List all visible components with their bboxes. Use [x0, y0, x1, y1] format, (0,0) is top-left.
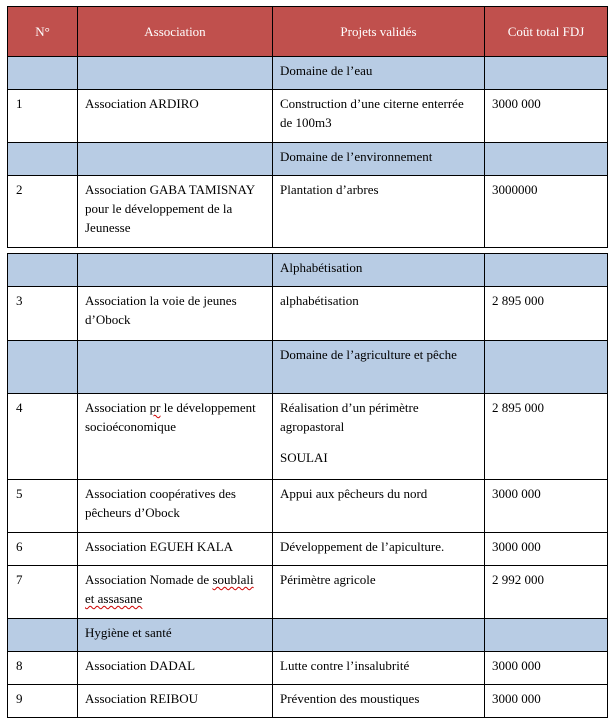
domain-row-agriculture: [8, 341, 608, 394]
row-projet: Prévention des moustiques: [280, 691, 420, 706]
table-row: [8, 394, 608, 480]
row-cout: 3000000: [492, 182, 538, 197]
row-association: Association GABA TAMISNAY pour le développement de la Jeunesse: [85, 182, 255, 235]
row-num: 3: [16, 293, 23, 308]
row-projet: Développement de l’apiculture.: [280, 539, 445, 554]
table-row: [8, 90, 608, 143]
domain-row-environnement: [8, 143, 608, 176]
row-num: 7: [16, 572, 23, 587]
projects-table-part-2: [7, 253, 608, 718]
row-cout: 2 895 000: [492, 293, 544, 308]
row-association: Association la voie de jeunes d’Obock: [85, 293, 237, 327]
domain-row-eau: [8, 57, 608, 90]
row-projet: Périmètre agricole: [280, 572, 376, 587]
domain-label: Domaine de l’environnement: [280, 149, 433, 164]
row-cout: 3000 000: [492, 96, 541, 111]
header-cout: Coût total FDJ: [485, 7, 608, 57]
row-projet: Construction d’une citerne enterrée de 100m3: [280, 96, 464, 130]
row-projet: Réalisation d’un périmètre agropastoral SOULAI: [280, 394, 476, 467]
domain-label: Domaine de l’eau: [280, 63, 373, 78]
table-row: [8, 685, 608, 718]
domain-label: Alphabétisation: [280, 260, 363, 275]
domain-row-alphabetisation: [8, 254, 608, 287]
row-projet: Appui aux pêcheurs du nord: [280, 486, 428, 501]
header-projets: Projets validés: [273, 7, 485, 57]
row-association: Association EGUEH KALA: [85, 539, 234, 554]
row-projet: Plantation d’arbres: [280, 182, 379, 197]
row-association: Association ARDIRO: [85, 96, 199, 111]
row-num: 4: [16, 400, 23, 415]
table-header-row: [8, 7, 608, 57]
row-association: Association DADAL: [85, 658, 196, 673]
row-num: 2: [16, 182, 23, 197]
row-association: Association Nomade de soublali et assasane: [85, 572, 254, 606]
domain-row-hygiene: [8, 619, 608, 652]
row-cout: 2 895 000: [492, 400, 544, 415]
table-row: [8, 480, 608, 533]
projects-table-part-1: [7, 6, 608, 248]
header-association: Association: [78, 7, 273, 57]
row-projet: Lutte contre l’insalubrité: [280, 658, 410, 673]
row-num: 5: [16, 486, 23, 501]
table-row: [8, 652, 608, 685]
row-cout: 3000 000: [492, 486, 541, 501]
table-row: [8, 566, 608, 619]
domain-label: Domaine de l’agriculture et pêche: [280, 347, 457, 362]
row-cout: 2 992 000: [492, 572, 544, 587]
row-cout: 3000 000: [492, 691, 541, 706]
row-num: 1: [16, 96, 23, 111]
table-row: [8, 287, 608, 341]
row-projet-sub: SOULAI: [280, 450, 328, 465]
table-row: [8, 176, 608, 248]
row-projet: alphabétisation: [280, 293, 359, 308]
row-association: Association REIBOU: [85, 691, 199, 706]
domain-label: Hygiène et santé: [85, 625, 172, 640]
row-association: Association coopératives des pêcheurs d’Obock: [85, 486, 236, 520]
row-num: 6: [16, 539, 23, 554]
row-cout: 3000 000: [492, 539, 541, 554]
header-num: N°: [8, 7, 78, 57]
row-association: Association pr le développement socioéconomique: [85, 400, 256, 434]
row-cout: 3000 000: [492, 658, 541, 673]
row-num: 9: [16, 691, 23, 706]
row-num: 8: [16, 658, 23, 673]
table-row: [8, 533, 608, 566]
